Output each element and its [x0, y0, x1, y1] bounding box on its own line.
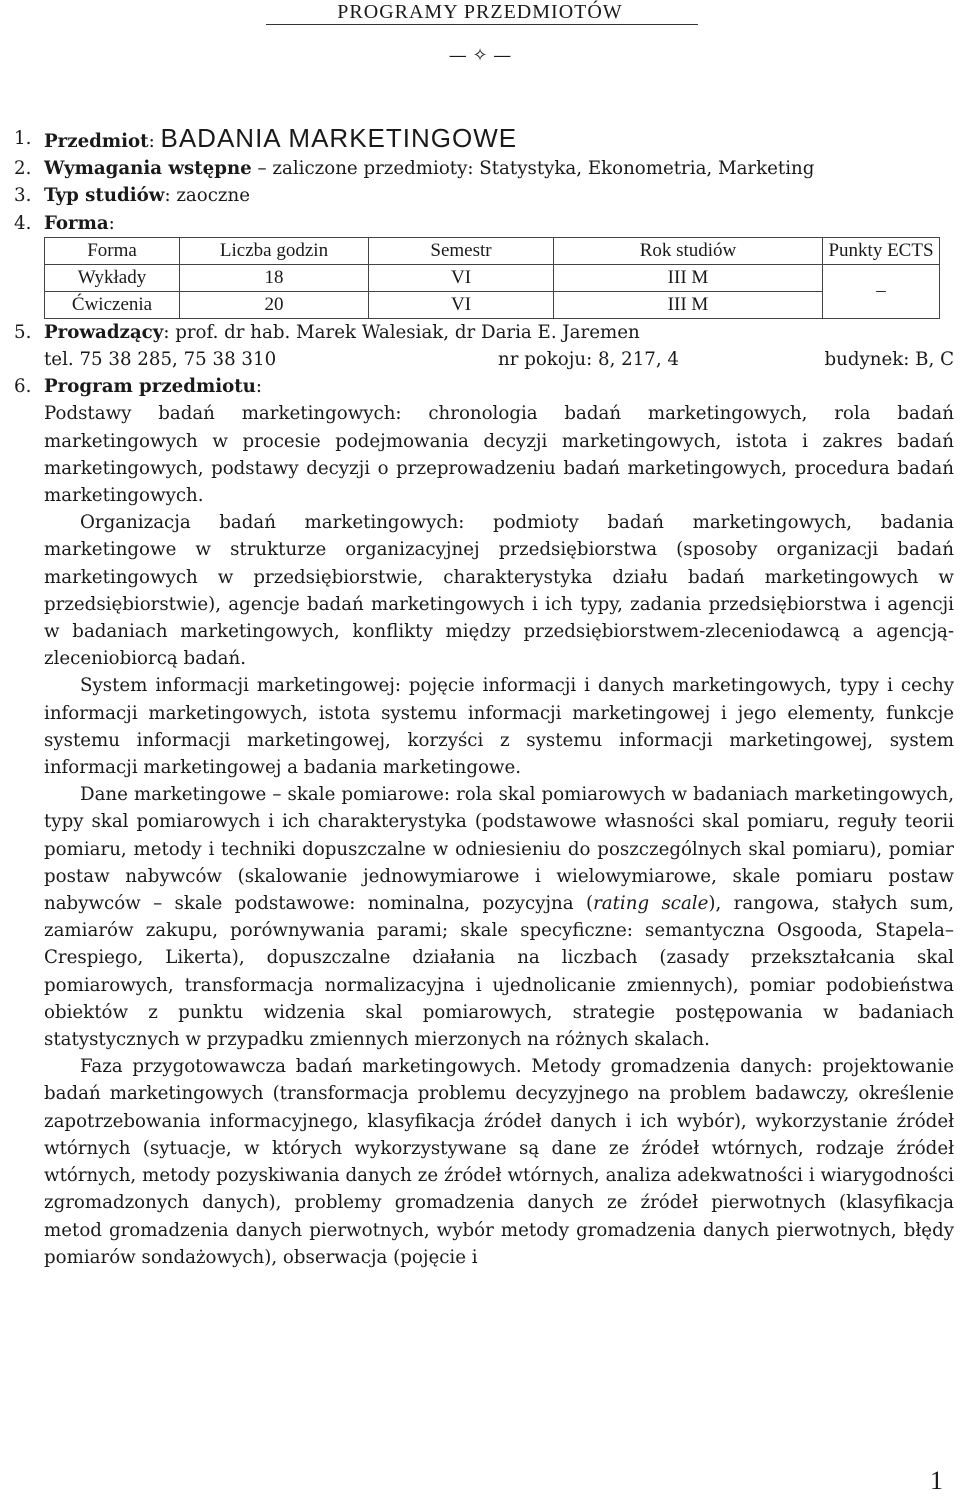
- colon: :: [148, 131, 161, 152]
- table-cell: III M: [554, 264, 823, 291]
- rooms-text: nr pokoju: 8, 217, 4: [498, 349, 679, 371]
- requirements-label: Wymagania wstępne: [44, 158, 252, 180]
- ornament-divider: — ✧ —: [448, 45, 512, 66]
- item-subject: [14, 125, 954, 155]
- item-number: 5.: [14, 321, 32, 343]
- italic-term: rating scale: [593, 893, 709, 915]
- program-paragraph: System informacji marketingowej: pojęcie informacji i danych marketingowych, typy i cechy informacji marketingowych, istota systemu informacji marketingowej i jego elementy, funkcje systemu informacji marketingowej, korzyści z systemu informacji marketingowej, system informacji marketingowej a badania marketingowe.: [44, 675, 954, 779]
- subject-label: Przedmiot: [44, 131, 149, 152]
- item-number: 4.: [14, 212, 32, 234]
- table-cell: 18: [180, 264, 369, 291]
- paragraph-text: ), rangowa, stałych sum, zamiarów zakupu, porównywania parami; skale specyficzne: semantyczna Osgooda, Stapela–Crespiego, Likerta), dopuszczalne działania na liczbach (zasady przekształcania skal pomiarowych, transformacja normalizacyjna i ujednolicanie zmiennych), pomiar podobieństwa obiektów z punktu widzenia skal pomiarowych, strategie postępowania w badaniach statystycznych w przypadku zmiennych mierzonych na różnych skalach.: [44, 893, 955, 1051]
- table-header-cell: Liczba godzin: [180, 237, 369, 264]
- page-number: 1: [930, 1466, 943, 1495]
- lecturer-label: Prowadzący: [44, 321, 164, 343]
- table-cell: Wykłady: [45, 264, 180, 291]
- lecturer-value: : prof. dr hab. Marek Walesiak, dr Daria E. Jaremen: [163, 321, 640, 343]
- program-colon: :: [255, 376, 263, 398]
- document-content: [14, 125, 954, 1271]
- ects-cell: –: [823, 264, 940, 318]
- table-cell: III M: [554, 291, 823, 318]
- item-number: 2.: [14, 158, 32, 180]
- program-paragraph: [14, 781, 954, 1053]
- item-number: 3.: [14, 185, 32, 207]
- item-lecturer: [14, 319, 954, 346]
- study-type-value: : zaoczne: [164, 185, 250, 207]
- program-paragraph: Organizacja badań marketingowych: podmioty badań marketingowych, badania marketingowe w strukturze organizacyjnej przedsiębiorstwa (sposoby organizacji badań marketingowych w przedsiębiorstwie, charakterystyka działu badań marketingowych w przedsiębiorstwie), agencje badań marketingowych i ich typy, zadania przedsiębiorstwa i agencji w badaniach marketingowych, konflikty między przedsiębiorstwem-zleceniodawcą a agencją-zleceniobiorcą badań.: [44, 512, 954, 670]
- table-header-cell: Rok studiów: [554, 237, 823, 264]
- table-cell: VI: [369, 264, 554, 291]
- item-number: 1.: [14, 128, 32, 149]
- study-type-label: Typ studiów: [44, 185, 165, 207]
- building-text: budynek: B, C: [824, 349, 954, 371]
- program-paragraph: Faza przygotowawcza badań marketingowych. Metody gromadzenia danych: projektowanie badań marketingowych (transformacja problemu decyzyjnego na problem badawczy, określenie zapotrzebowania informacyjnego, klasyfikacja źródeł danych i ich wybór), wykorzystanie źródeł wtórnych (sytuacje, w których wykorzystywane są dane ze źródeł wtórnych, rodzaje źródeł wtórnych, metody pozyskiwania danych ze źródeł wtórnych, analiza adekwatności i wiarygodności zgromadzonych danych), problemy gromadzenia danych ze źródeł pierwotnych (klasyfikacja metod gromadzenia danych pierwotnych, wybór metody gromadzenia danych pierwotnych, błędy pomiarów sondażowych), obserwacja (pojęcie i: [44, 1056, 954, 1268]
- header-rule: [266, 24, 698, 25]
- table-row: [45, 291, 940, 318]
- item-requirements: [14, 155, 954, 182]
- paragraph-text: Dane marketingowe – skale pomiarowe: rola skal pomiarowych w badaniach marketingowych, typy skal pomiarowych i ich charakterystyka (podstawowe własności skal pomiaru, reguły teorii pomiaru, metody i techniki dopuszczalne w odniesieniu do poszczególnych skal pomiaru), pomiar postaw nabywców (skalowanie jednowymiarowe i wielowymiarowe, skale pomiaru postaw nabywców – skale podstawowe: nominalna, pozycyjna (: [44, 784, 954, 915]
- item-form: [14, 210, 954, 237]
- table-row: [45, 264, 940, 291]
- contact-row: [14, 346, 954, 373]
- phone-text: tel. 75 38 285, 75 38 310: [44, 349, 277, 371]
- table-header-cell: Punkty ECTS: [823, 237, 940, 264]
- item-program: [14, 373, 954, 400]
- running-header: PROGRAMY PRZEDMIOTÓW: [337, 1, 623, 23]
- table-cell: 20: [180, 291, 369, 318]
- requirements-value: – zaliczone przedmioty: Statystyka, Ekonometria, Marketing: [251, 158, 815, 180]
- table-cell: Ćwiczenia: [45, 291, 180, 318]
- table-header-cell: Semestr: [369, 237, 554, 264]
- form-label: Forma: [44, 212, 109, 234]
- item-number: 6.: [14, 376, 32, 398]
- program-paragraph: Podstawy badań marketingowych: chronologia badań marketingowych, rola badań marketingowych w procesie podejmowania decyzji marketingowych, istota i zakres badań marketingowych, podstawy decyzji o przeprowadzeniu badań marketingowych, procedura badań marketingowych.: [44, 403, 954, 507]
- form-table: [44, 237, 940, 319]
- form-colon: :: [108, 212, 115, 234]
- table-cell: VI: [369, 291, 554, 318]
- table-header-cell: Forma: [45, 237, 180, 264]
- program-label: Program przedmiotu: [44, 376, 256, 398]
- table-header-row: [45, 237, 940, 264]
- item-study-type: [14, 182, 954, 209]
- subject-title: BADANIA MARKETINGOWE: [160, 123, 518, 153]
